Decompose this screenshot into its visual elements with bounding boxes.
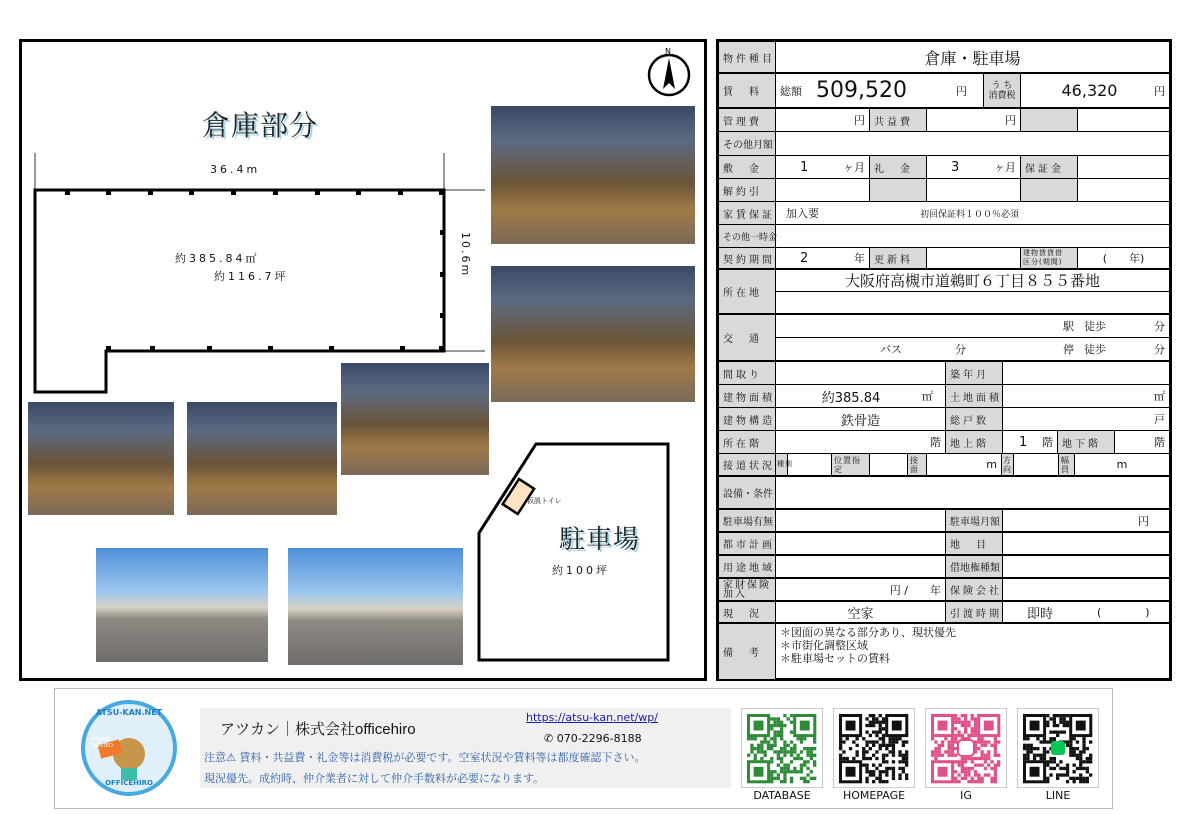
photo-warehouse-interior-2[interactable] [491, 266, 695, 402]
label-renewal-fee: 更新料 [870, 248, 927, 268]
label-built-date: 築年月 [946, 362, 1003, 384]
total-yen: 円 [956, 84, 967, 98]
term-value: 2 [800, 250, 809, 266]
label-deposit: 敷 金 [719, 156, 776, 178]
label-guarantee: 保証金 [1021, 156, 1078, 178]
warehouse-outline [35, 190, 444, 392]
tax-value: 46,320 [1061, 81, 1118, 100]
qr-homepage[interactable] [833, 708, 915, 788]
column-mark [207, 346, 212, 351]
key-money-unit: ヶ月 [994, 161, 1016, 174]
road-direction-label: 方向 [1003, 455, 1012, 474]
photo-warehouse-interior-4[interactable] [28, 402, 174, 515]
column-mark [150, 346, 155, 351]
column-mark [440, 313, 445, 318]
qr-code-icon [742, 709, 822, 787]
notice-line-1: 注意⚠ 賃料・共益費・礼金等は消費税が必要です。空室状況や賃料等は都度確認下さい。 [204, 751, 646, 764]
warehouse-width-dimension: 36.4m [210, 163, 261, 176]
remark-3: ＊駐車場セットの賃料 [780, 652, 890, 665]
qr-label-ig: IG [960, 789, 972, 802]
label-parking: 駐車場有無 [719, 510, 776, 531]
label-units: 総戸数 [946, 408, 1003, 430]
floors-above-unit: 階 [1042, 436, 1053, 449]
label-facilities: 設備・条件 [719, 477, 776, 508]
compass [649, 47, 689, 95]
floor-plan-panel [19, 39, 707, 681]
stop-walk-minutes: 分 [1154, 343, 1165, 356]
column-mark [440, 230, 445, 235]
road-width-label: 幅員 [1059, 454, 1075, 475]
company-name: アツカン｜株式会社officehiro [220, 721, 416, 738]
remark-1: ＊図面の異なる部分あり、現状優先 [780, 626, 956, 639]
column-mark [329, 346, 334, 351]
lease-type-label-1: 建物賃貸借 [1023, 249, 1063, 257]
logo-text-bottom: OFFICEHIRO [105, 779, 153, 787]
term-unit: 年 [854, 252, 865, 265]
floors-above-value: 1 [1019, 434, 1028, 450]
handover-paren: ( ) [1097, 606, 1150, 619]
qr-label-homepage: HOMEPAGE [842, 789, 906, 802]
column-mark [439, 190, 444, 195]
blank-cell [1078, 109, 1169, 131]
building-area-unit: ㎡ [922, 390, 933, 403]
deposit-unit: ヶ月 [843, 161, 865, 174]
road-width-unit: m [1116, 458, 1128, 471]
label-cancellation: 解約引 [719, 179, 776, 201]
label-land-category: 地 目 [946, 533, 1003, 554]
photo-warehouse-interior-5[interactable] [187, 402, 337, 515]
company-footer [54, 688, 1113, 809]
phone-icon: ✆ [544, 732, 557, 745]
company-info-panel [200, 708, 731, 788]
label-land-area: 土地面積 [946, 385, 1003, 407]
label-management-fee: 管理費 [719, 109, 776, 131]
blank-gray-cell [1021, 109, 1078, 131]
column-mark [106, 190, 111, 195]
key-money-value: 3 [951, 159, 960, 175]
insurance-value: 円 / 年 [776, 579, 946, 600]
road-frontage-unit: m [927, 454, 1002, 475]
tax-label-2: 消費税 [988, 90, 1016, 101]
road-designation-label: 位置指定 [832, 454, 870, 475]
column-mark [65, 190, 70, 195]
website-link[interactable]: https://atsu-kan.net/wp/ [526, 711, 658, 724]
units-unit: 戸 [1154, 413, 1165, 426]
qr-database[interactable] [741, 708, 823, 788]
floor-unit: 階 [776, 431, 946, 453]
tax-label-1: う ち [991, 80, 1013, 91]
label-structure: 建物構造 [719, 408, 776, 430]
common-fee-yen: 円 [927, 109, 1021, 131]
property-details-table [716, 39, 1172, 681]
compass-north-label: N [665, 47, 671, 56]
rent-guarantee-value: 加入要 [786, 207, 819, 220]
label-contract-term: 契約期間 [719, 248, 776, 268]
label-layout: 間取り [719, 362, 776, 384]
station-walk-minutes: 分 [1154, 320, 1165, 333]
label-parking-fee: 駐車場月額 [946, 510, 1003, 531]
qr-code-icon [926, 709, 1006, 787]
phone-number[interactable]: 070-2296-8188 [556, 732, 642, 745]
tax-yen: 円 [1154, 84, 1165, 98]
deposit-value: 1 [800, 159, 809, 175]
label-floors-below: 地下階 [1058, 431, 1115, 453]
logo-text-top: ATSU-KAN.NET [95, 708, 163, 717]
column-mark [148, 190, 153, 195]
lease-type-label-2: 区分(期間) [1023, 258, 1063, 266]
qr-label-database: DATABASE [753, 789, 811, 802]
warehouse-area-sqm: 約385.84㎡ [175, 252, 260, 265]
structure-value: 鉄骨造 [776, 408, 946, 430]
label-rent-guarantee: 家賃保証 [719, 202, 776, 224]
location-value: 大阪府高槻市道鵜町６丁目８５５番地 [776, 270, 1169, 292]
label-other-monthly: その他月額 [719, 132, 776, 155]
bus-stop-label: 停 [1063, 343, 1074, 356]
value-other-monthly [776, 132, 1169, 155]
column-mark [106, 346, 111, 351]
label-location: 所在地 [719, 270, 776, 313]
label-access: 交 通 [719, 315, 776, 360]
column-mark [400, 346, 405, 351]
toilet-label: 仮説トイレ [527, 497, 562, 505]
column-mark [268, 346, 273, 351]
total-value: 509,520 [816, 78, 907, 103]
building-area-value: 約385.84 [821, 390, 881, 406]
column-mark [231, 190, 236, 195]
land-area-unit: ㎡ [1154, 390, 1165, 403]
bus-label: バス [880, 343, 902, 356]
logo-sign: TENANT WANTED [91, 737, 113, 749]
label-floors-above: 地上階 [946, 431, 1003, 453]
column-mark [315, 190, 320, 195]
qr-instagram[interactable] [925, 708, 1007, 788]
qr-code-icon [834, 709, 914, 787]
column-mark [440, 272, 445, 277]
rent-guarantee-note: 初回保証料１００％必須 [920, 209, 1020, 220]
warehouse-dimension-lines [35, 153, 485, 351]
station-walk-label: 徒歩 [1084, 320, 1106, 333]
parking-fee-unit: 円 [1138, 514, 1149, 528]
parking-title: 駐車場 [559, 525, 641, 555]
label-leasehold: 借地権種類 [946, 556, 1003, 577]
floors-below-unit: 階 [1154, 436, 1165, 449]
label-other-onetime: その他一時金 [719, 225, 776, 247]
column-mark [356, 190, 361, 195]
status-value: 空家 [776, 602, 946, 622]
station-label: 駅 [1063, 320, 1074, 333]
column-mark [189, 190, 194, 195]
label-zoning: 用途地域 [719, 556, 776, 577]
label-building-area: 建物面積 [719, 385, 776, 407]
value-guarantee [1078, 156, 1169, 178]
total-label: 総額 [780, 84, 802, 98]
notice-line-2: 現況優先。成約時、仲介業者に対して仲介手数料が必要になります。 [204, 772, 545, 785]
photo-exterior-parking-1[interactable] [96, 548, 268, 662]
label-key-money: 礼 金 [870, 156, 927, 178]
qr-line[interactable] [1017, 708, 1099, 788]
label-city-plan: 都市計画 [719, 533, 776, 554]
parking-area: 約100坪 [552, 564, 610, 577]
road-frontage-label: 接面 [908, 454, 927, 475]
road-type-label: 種別 [776, 454, 788, 475]
company-logo [81, 700, 177, 796]
column-mark [273, 190, 278, 195]
warehouse-area-tsubo: 約116.7坪 [214, 270, 289, 283]
warehouse-depth-dimension: 10.6m [459, 232, 472, 278]
value-type: 倉庫・駐車場 [924, 48, 1021, 68]
photo-warehouse-interior-1[interactable] [491, 106, 695, 244]
label-common-fee: 共益費 [870, 109, 927, 131]
label-rent: 賃 料 [719, 74, 776, 107]
label-status: 現 況 [719, 602, 776, 622]
label-handover: 引渡時期 [946, 602, 1003, 622]
qr-label-line: LINE [1045, 789, 1071, 802]
bus-minutes: 分 [955, 343, 966, 356]
qr-code-icon [1018, 709, 1098, 787]
column-mark [398, 190, 403, 195]
label-remarks: 備 考 [719, 624, 776, 679]
remark-2: ＊市街化調整区域 [780, 639, 868, 652]
handover-value: 即時 [1027, 606, 1054, 622]
lease-type-value: ( 年) [1102, 252, 1145, 265]
label-insurer: 保険会社 [946, 579, 1003, 600]
management-fee-yen: 円 [776, 109, 870, 131]
photo-warehouse-interior-3[interactable] [341, 363, 489, 475]
column-mark [439, 346, 444, 351]
label-type: 物件種目 [719, 42, 776, 72]
label-road: 接道状況 [719, 454, 776, 475]
warehouse-title: 倉庫部分 [202, 109, 319, 142]
label-floor: 所在階 [719, 431, 776, 453]
photo-exterior-parking-2[interactable] [288, 548, 463, 665]
label-insurance: 家財保険加入 [719, 579, 776, 600]
stop-walk-label: 徒歩 [1084, 343, 1106, 356]
